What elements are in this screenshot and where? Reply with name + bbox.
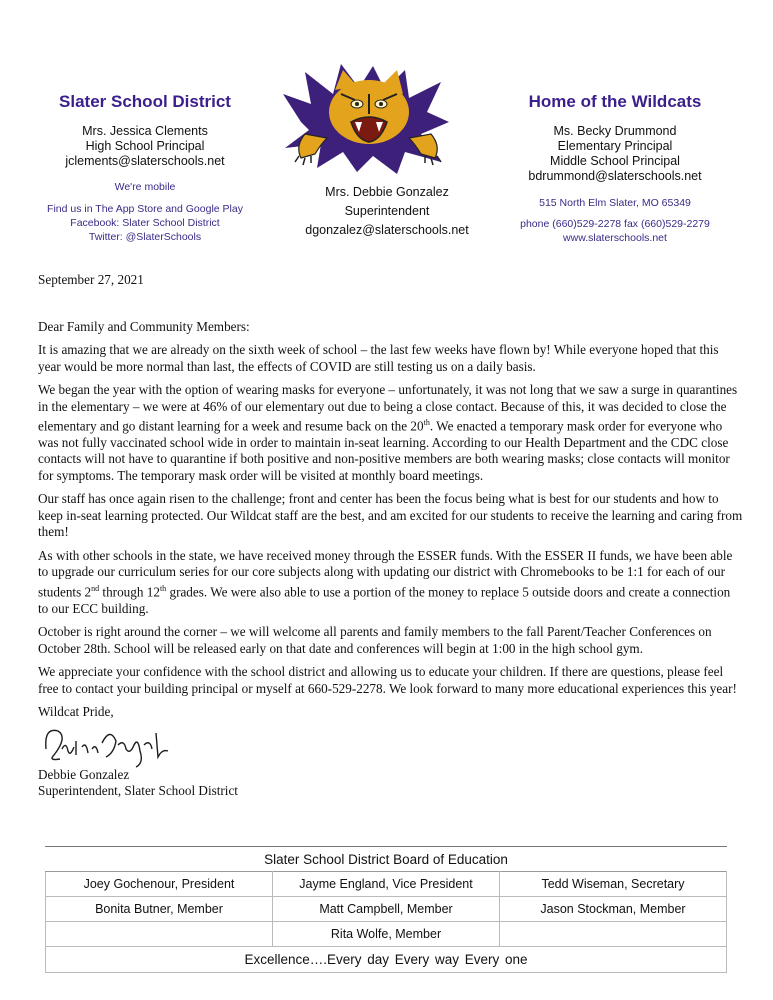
salutation: Dear Family and Community Members:	[38, 318, 250, 334]
home-of-wildcats: Home of the Wildcats	[528, 92, 702, 111]
district-name: Slater School District	[59, 92, 231, 111]
header-left	[40, 92, 250, 244]
board-title: Slater School District Board of Education	[264, 852, 508, 867]
mobile-note: We're mobile	[114, 181, 176, 193]
district-motto: Excellence….Every day Every way Every one	[45, 947, 727, 973]
closing: Wildcat Pride,	[38, 704, 114, 720]
table-row	[46, 922, 727, 947]
board-member: Jayme England, Vice President	[273, 872, 500, 897]
board-of-education	[45, 846, 727, 973]
paragraph-2: We began the year with the option of wearing masks for everyone – unfortunately, it was not long that we saw a surge in quarantines in the elementary – we were at 46% of our elementary out due to being a close contact. Because of this, it was decided to close the elementary and go distant learning for a week and resume back on the 20th. We enacted a temporary mask order for everyone who was not fully vaccinated school wide in order to maintain in-seat learning. According to our Health Department and the CDC close contacts will not have to quarantine if both positive and non-positive members are both wearing masks; close contacts will monitor for symptoms. The temporary mask order will be visited at monthly board meetings.	[38, 382, 738, 483]
board-member: Joey Gochenour, President	[46, 872, 273, 897]
hs-principal-title: High School Principal	[85, 139, 205, 153]
hs-principal-email: jclements@slaterschools.net	[65, 154, 225, 168]
ms-principal-title: Middle School Principal	[550, 154, 680, 168]
signature-area	[38, 721, 743, 767]
twitter-link: Twitter: @SlaterSchools	[88, 231, 202, 243]
table-row	[46, 897, 727, 922]
paragraph-4: As with other schools in the state, we have received money through the ESSER funds. With the ESSER II funds, we have been able to upgrade our curriculum series for our core subjects along with updating our district with Chromebooks to be 1:1 for each of our students 2nd through 12th grades. We were also able to use a portion of the money to replace 5 outside doors and create a connection to our ECC building.	[38, 547, 733, 616]
letter-body	[38, 272, 743, 800]
website: www.slaterschools.net	[563, 232, 667, 244]
signer-title: Superintendent, Slater School District	[38, 783, 238, 799]
board-member: Rita Wolfe, Member	[273, 922, 500, 947]
wildcat-mascot-icon	[281, 64, 451, 174]
superintendent-title: Superintendent	[344, 204, 430, 218]
board-member: Matt Campbell, Member	[273, 897, 500, 922]
board-member	[500, 922, 727, 947]
paragraph-6: We appreciate your confidence with the school district and allowing us to educate your children. If there are questions, please feel free to contact your building principal or myself at 660-529-2278. We look forward to many more educational experiences this year!	[38, 664, 737, 696]
superintendent-name: Mrs. Debbie Gonzalez	[325, 185, 449, 199]
board-member: Bonita Butner, Member	[46, 897, 273, 922]
hs-principal-name: Mrs. Jessica Clements	[82, 124, 208, 138]
table-row	[46, 872, 727, 897]
signature-image	[40, 719, 180, 769]
signer-name: Debbie Gonzalez	[38, 766, 130, 782]
elem-principal-email: bdrummond@slaterschools.net	[528, 169, 702, 183]
board-member	[46, 922, 273, 947]
paragraph-3: Our staff has once again risen to the challenge; front and center has been the focus being what is best for our students and how to keep in-seat learning protected. Our Wildcat staff are the best, and am excited for our students to receive the learning and caring from them!	[38, 491, 743, 540]
paragraph-5: October is right around the corner – we will welcome all parents and family members to the fall Parent/Teacher Conferences on October 28th. School will be released early on that date and conferences will begin at 1:00 in the high school gym.	[38, 624, 712, 656]
paragraph-1: It is amazing that we are already on the sixth week of school – the last few weeks have flown by! While everyone hoped that this year would be more normal than last, the effects of COVID are still testing us on a daily basis.	[38, 342, 719, 374]
app-store-note: Find us in The App Store and Google Play	[47, 203, 243, 215]
elem-principal-title: Elementary Principal	[557, 139, 673, 153]
board-member: Jason Stockman, Member	[500, 897, 727, 922]
school-address: 515 North Elm Slater, MO 65349	[539, 197, 691, 209]
phone-fax: phone (660)529-2278 fax (660)529-2279	[520, 218, 710, 230]
header-center	[268, 183, 506, 240]
header-right	[497, 92, 733, 245]
letter-date: September 27, 2021	[38, 272, 144, 287]
superintendent-email: dgonzalez@slaterschools.net	[305, 223, 469, 237]
board-member: Tedd Wiseman, Secretary	[500, 872, 727, 897]
facebook-link: Facebook: Slater School District	[70, 217, 220, 229]
board-members-table	[45, 871, 727, 947]
elem-principal-name: Ms. Becky Drummond	[553, 124, 677, 138]
